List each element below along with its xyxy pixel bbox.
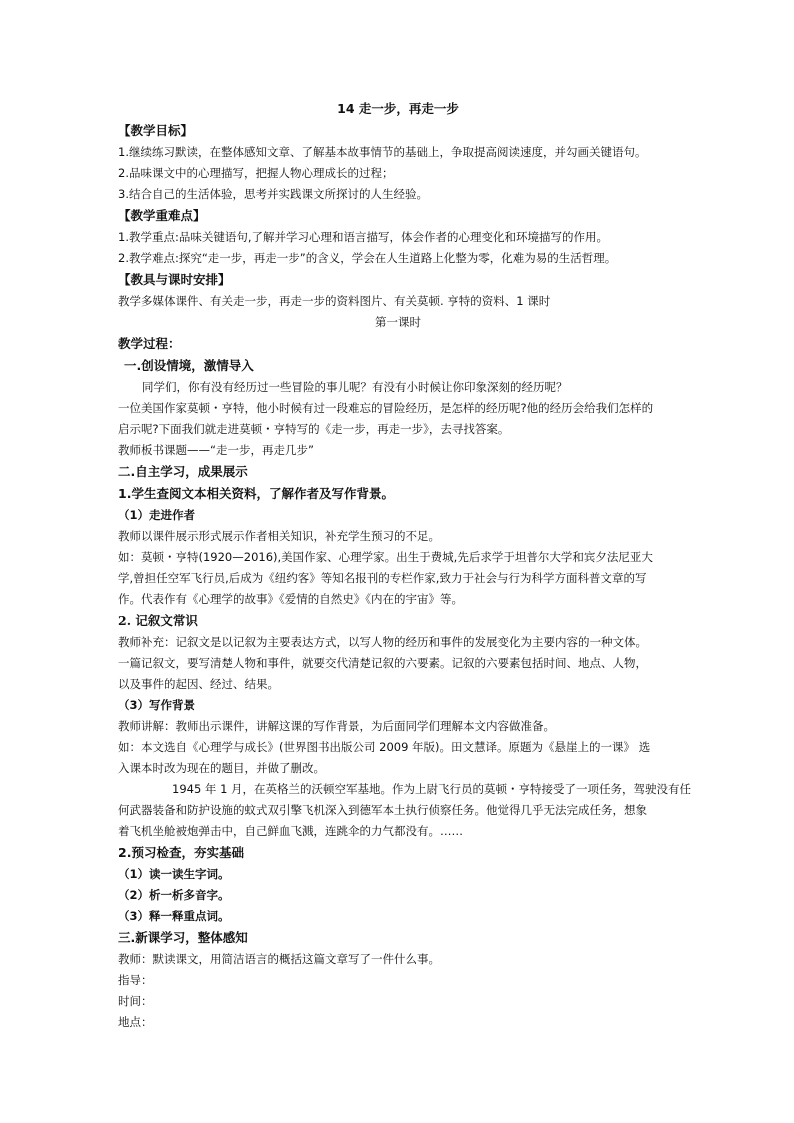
narrative-paragraph: 教师补充：记叙文是以记叙为主要表达方式，以写人物的经历和事件的发展变化为主要内容的一种文体。 [118, 635, 647, 649]
author-paragraph: 教师以课件展示形式展示作者相关知识，补充学生预习的不足。 [118, 529, 440, 543]
preview-item: （2）析一析多音字。 [118, 888, 230, 902]
document-title: 14 走一步，再走一步 [337, 101, 459, 116]
part1-heading: 一.创设情境，激情导入 [124, 358, 254, 373]
narrative-heading: 2. 记叙文常识 [118, 613, 198, 628]
part1-paragraph: 一位美国作家莫顿・亨特，他小时候有过一段难忘的冒险经历，是怎样的经历呢?他的经历会给我们怎样的 [118, 401, 654, 415]
background-paragraph: 如：本文选自《心理学与成长》(世界图书出版公司 2009 年版)。田文慧译。原题为《悬崖上的一课》 选 [118, 740, 651, 754]
preview-item: （1）读一读生字词。 [118, 867, 230, 881]
document-page [118, 98, 692, 1033]
story-paragraph: 何武器装备和防护设施的蚊式双引擎飞机深入到德军本土执行侦察任务。他觉得几乎无法完成任务，想象 [118, 803, 647, 817]
narrative-paragraph: 以及事件的起因、经过、结果。 [118, 677, 279, 691]
preview-item: （3）释一释重点词。 [118, 909, 230, 923]
narrative-paragraph: 一篇记叙文，要写清楚人物和事件，就要交代清楚记叙的六要素。记叙的六要素包括时间、地点、人物， [118, 656, 647, 670]
goal-item: 1.继续练习默读，在整体感知文章、了解基本故事情节的基础上，争取提高阅读速度，并勾画关键语句。 [118, 145, 647, 159]
story-paragraph: 着飞机坐舱被炮弹击中，自己鲜血飞溅，连跳伞的力气都没有。…… [118, 824, 463, 838]
goal-item: 2.品味课文中的心理描写，把握人物心理成长的过程； [118, 166, 394, 180]
part3-line: 地点： [118, 1015, 153, 1029]
process-heading: 教学过程： [118, 336, 181, 351]
goal-item: 3.结合自己的生活体验，思考并实践课文所探讨的人生经验。 [118, 187, 428, 201]
background-paragraph: 入课本时改为现在的题目，并做了删改。 [118, 761, 325, 775]
part2-heading: 二.自主学习，成果展示 [118, 464, 248, 479]
tools-heading: 【教具与课时安排】 [118, 272, 231, 287]
part2-sub1-heading: 1.学生查阅文本相关资料，了解作者及写作背景。 [118, 486, 394, 501]
background-paragraph: 教师讲解：教师出示课件，讲解这课的写作背景，为后面同学们理解本文内容做准备。 [118, 719, 555, 733]
part3-heading: 三.新课学习，整体感知 [118, 930, 248, 945]
author-paragraph: 学,曾担任空军飞行员,后成为《纽约客》等知名报刊的专栏作家,致力于社会与行为科学方面科普文章的写 [118, 571, 647, 585]
author-paragraph: 如：莫顿・亨特(1920—2016),美国作家、心理学家。出生于费城,先后求学于坦普尔大学和宾夕法尼亚大 [118, 550, 653, 564]
author-paragraph: 作。代表作有《心理学的故事》《爱情的自然史》《内在的宇宙》等。 [118, 592, 463, 606]
preview-heading: 2.预习检查，夯实基础 [118, 845, 244, 860]
story-paragraph: 1945 年 1 月，在英格兰的沃顿空军基地。作为上尉飞行员的莫顿・亨特接受了一项任务，驾驶没有任 [172, 782, 692, 796]
keypoints-heading: 【教学重难点】 [118, 208, 206, 223]
keypoint-item: 1.教学重点:品味关键语句,了解并学习心理和语言描写，体会作者的心理变化和环境描写的作用。 [118, 230, 608, 244]
part1-paragraph: 启示呢?下面我们就走进莫顿・亨特写的《走一步，再走一步》，去寻找答案。 [118, 422, 510, 436]
lesson-label: 第一课时 [375, 315, 421, 329]
part1-paragraph: 同学们，你有没有经历过一些冒险的事儿呢？有没有小时候让你印象深刻的经历呢？ [142, 380, 568, 394]
part3-line: 教师：默读课文，用简洁语言的概括这篇文章写了一件什么事。 [118, 952, 440, 966]
tools-text: 教学多媒体课件、有关走一步，再走一步的资料图片、有关莫顿. 亨特的资料、1 课时 [118, 294, 551, 308]
keypoint-item: 2.教学难点:探究“走一步，再走一步”的含义，学会在人生道路上化整为零，化难为易的生活哲理。 [118, 251, 617, 265]
background-heading: （3）写作背景 [118, 698, 196, 712]
author-heading: （1）走进作者 [118, 508, 196, 522]
part3-line: 指导： [118, 973, 153, 987]
part1-board-title: 教师板书课题——“走一步，再走几步” [118, 443, 314, 457]
part3-line: 时间： [118, 994, 153, 1008]
goals-heading: 【教学目标】 [118, 123, 194, 138]
